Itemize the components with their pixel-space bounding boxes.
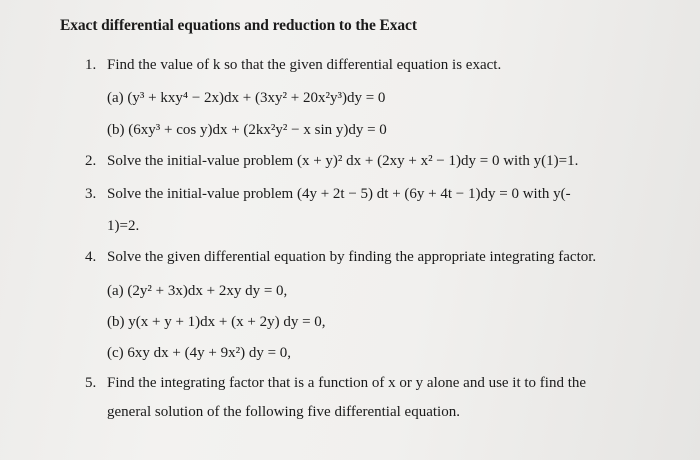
problem-3-number: 3. [85,186,97,202]
problem-1 [85,57,502,74]
problem-2-number: 2. [85,153,97,169]
problem-4-number: 4. [85,249,97,265]
problem-1b-equation: (6xy³ + cos y)dx + (2kx²y² − x sin y)dy = 0 [128,122,387,138]
problem-1a-label: (a) [107,90,124,106]
problem-5-text-line2: general solution of the following five differential equation. [107,404,460,420]
problem-4 [85,249,597,266]
problem-1b [107,122,387,139]
problem-1a [107,90,385,107]
problem-4b [107,314,326,331]
problem-5-number: 5. [85,375,97,391]
problem-1b-label: (b) [107,122,125,138]
problem-4c-label: (c) [107,345,124,361]
problem-1a-equation: (y³ + kxy⁴ − 2x)dx + (3xy² + 20x²y³)dy = 0 [127,90,386,106]
problem-2-text: Solve the initial-value problem (x + y)² dx + (2xy + x² − 1)dy = 0 with y(1)=1. [107,153,579,169]
problem-3-continued [107,218,139,235]
problem-1-text: Find the value of k so that the given differential equation is exact. [107,57,502,73]
problem-5-continued [107,404,460,421]
problem-4-text: Solve the given differential equation by finding the appropriate integrating factor. [107,249,597,265]
problem-5 [85,375,587,392]
problem-4b-equation: y(x + y + 1)dx + (x + 2y) dy = 0, [128,314,326,330]
document-title: Exact differential equations and reduction to the Exact [60,17,417,34]
problem-3 [85,186,571,203]
problem-4c [107,345,291,362]
problem-3-text-line2: 1)=2. [107,218,140,234]
problem-5-text-line1: Find the integrating factor that is a function of x or y alone and use it to find the [107,375,587,391]
problem-1-number: 1. [85,57,97,73]
problem-2 [85,153,579,170]
problem-4c-equation: 6xy dx + (4y + 9x²) dy = 0, [127,345,292,361]
problem-3-text-line1: Solve the initial-value problem (4y + 2t − 5) dt + (6y + 4t − 1)dy = 0 with y(- [107,186,571,202]
problem-4a [107,283,287,300]
problem-4a-equation: (2y² + 3x)dx + 2xy dy = 0, [127,283,288,299]
problem-4a-label: (a) [107,283,124,299]
problem-4b-label: (b) [107,314,125,330]
